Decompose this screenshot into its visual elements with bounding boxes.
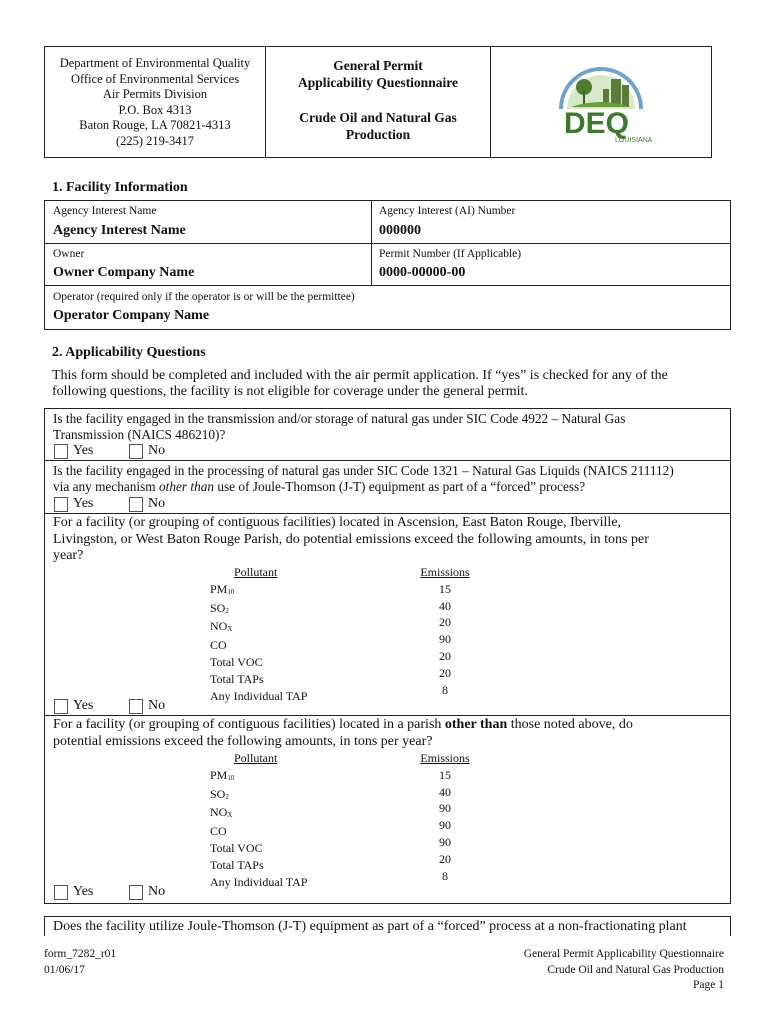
- form-title: [266, 47, 491, 157]
- ai-name-label: Agency Interest Name: [53, 205, 157, 217]
- page-number: Page 1: [693, 979, 724, 991]
- svg-text:DEQ: DEQ: [564, 107, 630, 140]
- q2-yes-checkbox[interactable]: [54, 497, 68, 512]
- pollutant-cell: Total VOC: [210, 654, 263, 669]
- emission-cell: 90: [439, 818, 451, 833]
- intro-line: following questions, the facility is not eligible for coverage under the general permit.: [52, 384, 528, 399]
- permit-number-label: Permit Number (If Applicable): [379, 248, 522, 260]
- emission-cell: 90: [439, 632, 451, 647]
- q1-yes-label: Yes: [73, 443, 94, 458]
- operator-field[interactable]: Operator Company Name: [53, 308, 210, 323]
- section2-intro: [52, 368, 668, 400]
- address-line: Department of Environmental Quality: [59, 56, 251, 70]
- emission-cell: 90: [439, 801, 451, 816]
- question-3: For a facility (or grouping of contiguous facilities) located in Ascension, East Baton Rouge, Iberville, Livingston, or West Baton Rouge Parish, do potential emissions exceed the following amounts, in tons per year?: [53, 515, 649, 563]
- address-line: Baton Rouge, LA 70821-4313: [79, 118, 231, 133]
- pollutant-cell: Any Individual TAP: [210, 688, 308, 703]
- question-5-box: [44, 916, 731, 936]
- question-5: Does the facility utilize Joule-Thomson (J-T) equipment as part of a “forced” process at a non-fractionating plant: [53, 919, 687, 934]
- address-line: Office of Environmental Services: [70, 71, 240, 86]
- emission-cell: 15: [439, 767, 451, 782]
- pollutant-cell: Any Individual TAP: [210, 874, 308, 889]
- pollutant-nox: $NO_X$: [210, 619, 233, 634]
- emission-cell: 20: [439, 648, 451, 663]
- pollutant-header: Pollutant: [234, 565, 278, 579]
- title-line: Crude Oil and Natural Gas: [299, 110, 457, 125]
- q2-yes-label: Yes: [73, 496, 94, 511]
- address-line: (225) 219-3417: [115, 133, 195, 148]
- emissions-header: Emissions: [420, 751, 470, 765]
- question-1: Is the facility engaged in the transmission and/or storage of natural gas under SIC Code 4922 – Natural Gas Transmission (NAICS 486210)?: [53, 411, 626, 442]
- emissions-column-a: [420, 564, 470, 698]
- form-number: form_7282_r01: [44, 948, 117, 960]
- pollutant-pm10: $PM_{10}$: [210, 581, 235, 596]
- section2-heading: 2. Applicability Questions: [52, 345, 206, 360]
- emission-cell: 8: [442, 868, 448, 883]
- deq-logo-icon: [491, 47, 711, 157]
- q3-yes-label: Yes: [73, 698, 94, 713]
- emissions-column-b: [420, 750, 470, 884]
- intro-line: This form should be completed and included with the air permit application. If “yes” is checked for any of the: [52, 368, 668, 383]
- questions-table: [44, 408, 731, 904]
- address-line: Air Permits Division: [102, 87, 208, 102]
- q4-yes-label: Yes: [73, 884, 94, 899]
- section1-heading: 1. Facility Information: [52, 180, 188, 195]
- title-line: Production: [345, 127, 411, 142]
- q1-no-label: No: [148, 443, 166, 458]
- q3-yes-checkbox[interactable]: [54, 699, 68, 714]
- footer-right: [524, 947, 724, 994]
- emission-cell: 40: [439, 784, 451, 799]
- pollutant-cell: Total VOC: [210, 840, 263, 855]
- ai-number-field[interactable]: 000000: [379, 223, 421, 238]
- form-header: [44, 46, 712, 158]
- footer-subtitle: Crude Oil and Natural Gas Production: [547, 963, 724, 976]
- permit-number-field[interactable]: 0000-00000-00: [379, 265, 466, 280]
- emission-cell: 40: [439, 598, 451, 613]
- question-4: For a facility (or grouping of contiguous facilities) located in a parish other than those noted above, do potential emissions exceed the following amounts, in tons per year?: [53, 717, 633, 749]
- title-line: Applicability Questionnaire: [298, 75, 458, 90]
- q4-yes-checkbox[interactable]: [54, 885, 68, 900]
- pollutant-nox: $NO_X$: [210, 805, 233, 820]
- ai-name-field[interactable]: Agency Interest Name: [53, 223, 186, 238]
- pollutant-header: Pollutant: [234, 751, 278, 765]
- pollutant-column-a: [210, 564, 307, 704]
- q1-yes-checkbox[interactable]: [54, 444, 68, 459]
- pollutant-cell: Total TAPs: [210, 671, 264, 686]
- facility-info-table: [44, 200, 731, 330]
- emission-cell: 90: [439, 834, 451, 849]
- pollutant-cell: CO: [210, 824, 227, 839]
- q3-no-checkbox[interactable]: [129, 699, 143, 714]
- emission-cell: 20: [439, 851, 451, 866]
- q2-no-label: No: [148, 496, 166, 511]
- svg-text:LOUISIANA: LOUISIANA: [615, 137, 653, 144]
- pollutant-cell: Total TAPs: [210, 857, 264, 872]
- owner-label: Owner: [53, 248, 85, 260]
- operator-label: Operator (required only if the operator is or will be the permittee): [53, 291, 355, 303]
- q2-no-checkbox[interactable]: [129, 497, 143, 512]
- footer-left: [44, 947, 116, 978]
- emission-cell: 20: [439, 665, 451, 680]
- pollutant-so2: $SO_2$: [210, 786, 229, 801]
- agency-address: [45, 47, 266, 157]
- pollutant-so2: $SO_2$: [210, 600, 229, 615]
- q1-no-checkbox[interactable]: [129, 444, 143, 459]
- ai-number-label: Agency Interest (AI) Number: [379, 205, 516, 217]
- pollutant-column-b: [210, 750, 307, 890]
- emission-cell: 20: [439, 615, 451, 630]
- question-2: Is the facility engaged in the processing of natural gas under SIC Code 1321 – Natural Gas Liquids (NAICS 211112) via any mechanism other than use of Joule-Thomson (J-T) equipment as part of a “forced” process?: [53, 463, 674, 494]
- owner-field[interactable]: Owner Company Name: [53, 265, 195, 280]
- emissions-header: Emissions: [420, 565, 470, 579]
- q4-no-label: No: [148, 884, 166, 899]
- emission-cell: 8: [442, 682, 448, 697]
- pollutant-cell: CO: [210, 638, 227, 653]
- q3-no-label: No: [148, 698, 166, 713]
- deq-logo: [491, 47, 711, 157]
- address-line: P.O. Box 4313: [118, 102, 192, 117]
- footer-title: General Permit Applicability Questionnaire: [523, 948, 724, 960]
- form-date: 01/06/17: [44, 963, 85, 976]
- title-line: General Permit: [333, 58, 423, 73]
- q4-no-checkbox[interactable]: [129, 885, 143, 900]
- emission-cell: 15: [439, 581, 451, 596]
- pollutant-pm10: $PM_{10}$: [210, 767, 235, 782]
